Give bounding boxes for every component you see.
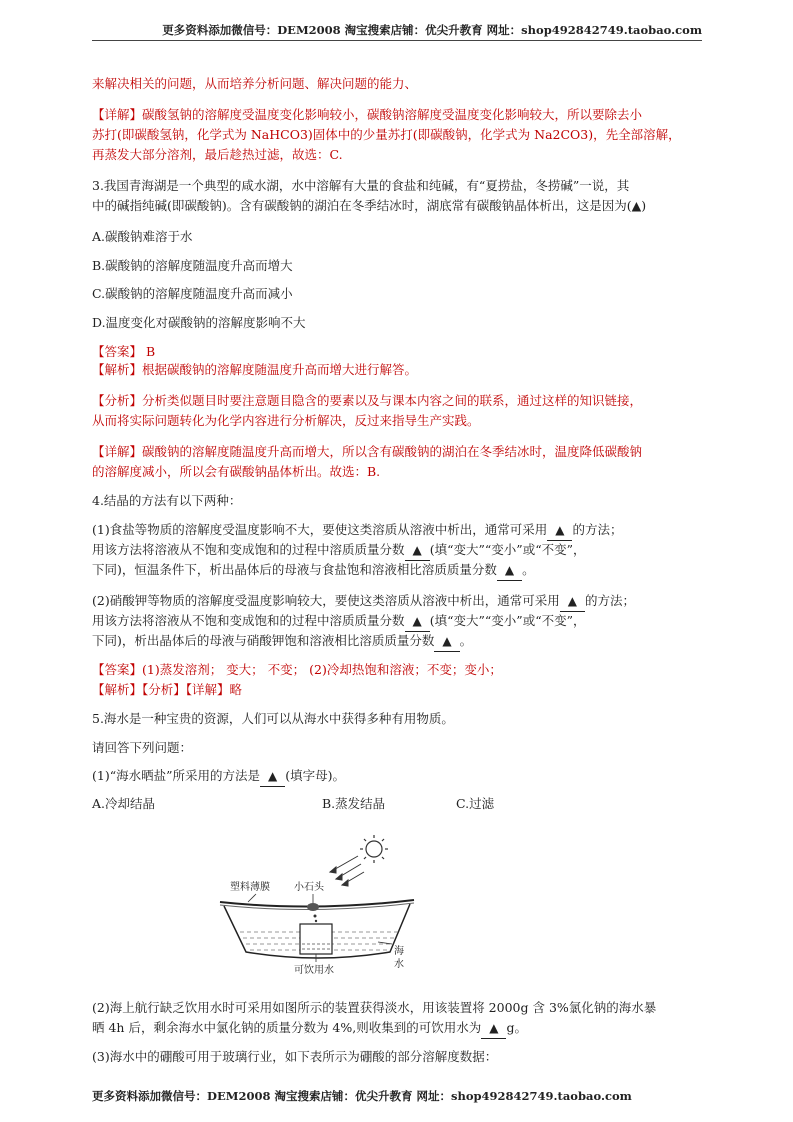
answer-blank[interactable]: ▲ <box>260 766 285 787</box>
header-divider <box>92 40 702 41</box>
text-line: 下同)，恒温条件下，析出晶体后的母液与食盐饱和溶液相比溶质质量分数 ▲ 。 <box>92 560 535 581</box>
answer-blank[interactable]: ▲ <box>547 520 572 541</box>
sea-label: 水 <box>394 959 404 970</box>
text-line: (2)海上航行缺乏饮用水时可采用如图所示的装置获得淡水，用该装置将 2000g 含 3%氯化钠的海水暴 <box>92 1000 657 1015</box>
text-line: 下同)，析出晶体后的母液与硝酸钾饱和溶液相比溶质质量分数 ▲ 。 <box>92 631 472 652</box>
option-b: B.蒸发结晶 <box>322 796 386 811</box>
sun-icon <box>360 835 388 863</box>
question-4-stem: 4.结晶的方法有以下两种： <box>92 493 242 508</box>
text-line: (1)食盐等物质的溶解度受温度影响不大，要使这类溶质从溶液中析出，通常可采用 ▲ 的方法； <box>92 520 622 541</box>
question-3-stem: 3.我国青海湖是一个典型的咸水湖，水中溶解有大量的食盐和纯碱，有“夏捞盐，冬捞碱”一说，其 <box>92 178 630 193</box>
drinking-water-label: 可饮用水 <box>294 965 334 976</box>
stone-icon <box>307 903 319 911</box>
solar-still-figure <box>218 832 418 982</box>
option-c: C.过滤 <box>456 796 495 811</box>
text-line: 【分析】分析类似题目时要注意题目隐含的要素以及与课本内容之间的联系，通过这样的知识链接， <box>92 393 643 408</box>
text-line: 再蒸发大部分溶剂，最后趁热过滤，故选：C. <box>92 147 343 162</box>
text-line: 晒 4h 后，剩余海水中氯化钠的质量分数为 4%,则收集到的可饮用水为 ▲ g。 <box>92 1018 527 1039</box>
text-line: 的溶解度减小，所以会有碳酸钠晶体析出。故选：B. <box>92 464 381 479</box>
option-a: A.冷却结晶 <box>92 796 156 811</box>
option-c: C.碳酸钠的溶解度随温度升高而减小 <box>92 286 293 301</box>
option-d: D.温度变化对碳酸钠的溶解度影响不大 <box>92 315 306 330</box>
answer-blank[interactable]: ▲ <box>560 591 585 612</box>
answer: 【答案】 B <box>92 344 156 359</box>
text-line: (2)硝酸钾等物质的溶解度受温度影响较大，要使这类溶质从溶液中析出，通常可采用 ▲ 的方法； <box>92 591 635 612</box>
answer-blank[interactable]: ▲ <box>497 560 522 581</box>
answer-blank[interactable]: ▲ <box>481 1018 506 1039</box>
question-3-stem: 中的碱指纯碱(即碳酸钠)。含有碳酸钠的湖泊在冬季结冰时，湖底常有碳酸钠晶体析出，这是因为(▲) <box>92 198 647 213</box>
answer: 【答案】(1)蒸发溶剂； 变大； 不变； (2)冷却热饱和溶液；不变；变小； <box>92 662 502 677</box>
page-header: 更多资料添加微信号：DEM2008 淘宝搜索店铺：优尖升教育 网址：shop492842749.taobao.com <box>162 23 702 37</box>
options-row <box>92 794 495 814</box>
text-line: 来解决相关的问题，从而培养分析问题、解决问题的能力、 <box>92 76 418 91</box>
sea-label: 海 <box>394 946 404 957</box>
analysis: 【解析】【分析】【详解】略 <box>92 682 243 697</box>
text-line: 【详解】碳酸钠的溶解度随温度升高而增大，所以含有碳酸钠的湖泊在冬季结冰时，温度降低碳酸钠 <box>92 444 643 459</box>
text-line: 用该方法将溶液从不饱和变成饱和的过程中溶质质量分数 ▲ (填“变大”“变小”或“不变”， <box>92 611 585 632</box>
text-line: 从而将实际问题转化为化学内容进行分析解决，反过来指导生产实践。 <box>92 413 480 428</box>
text-line: (1)“海水晒盐”所采用的方法是 ▲ (填字母)。 <box>92 766 345 787</box>
sun-rays <box>330 856 364 886</box>
text-line: 【详解】碳酸氢钠的溶解度受温度变化影响较小，碳酸钠溶解度受温度变化影响较大，所以要除去小 <box>92 107 643 122</box>
stone-label: 小石头 <box>294 882 324 893</box>
text-line: 苏打(即碳酸氢钠，化学式为 NaHCO3)固体中的少量苏打(即碳酸钠，化学式为 Na2CO3)，先全部溶解， <box>92 127 681 142</box>
film-label: 塑料薄膜 <box>230 882 270 893</box>
text-line: 用该方法将溶液从不饱和变成饱和的过程中溶质质量分数 ▲ (填“变大”“变小”或“不变”， <box>92 540 585 561</box>
answer-blank[interactable]: ▲ <box>434 631 459 652</box>
text-line: (3)海水中的硼酸可用于玻璃行业，如下表所示为硼酸的部分溶解度数据： <box>92 1049 498 1064</box>
option-a: A.碳酸钠难溶于水 <box>92 229 193 244</box>
answer-blank[interactable]: ▲ <box>405 611 430 632</box>
answer-blank[interactable]: ▲ <box>405 540 430 561</box>
option-b: B.碳酸钠的溶解度随温度升高而增大 <box>92 258 293 273</box>
text-line: 请回答下列问题： <box>92 740 193 755</box>
page-footer: 更多资料添加微信号：DEM2008 淘宝搜索店铺：优尖升教育 网址：shop492842749.taobao.com <box>92 1089 632 1103</box>
analysis: 【解析】根据碳酸钠的溶解度随温度升高而增大进行解答。 <box>92 362 418 377</box>
question-5-stem: 5.海水是一种宝贵的资源，人们可以从海水中获得多种有用物质。 <box>92 711 454 726</box>
